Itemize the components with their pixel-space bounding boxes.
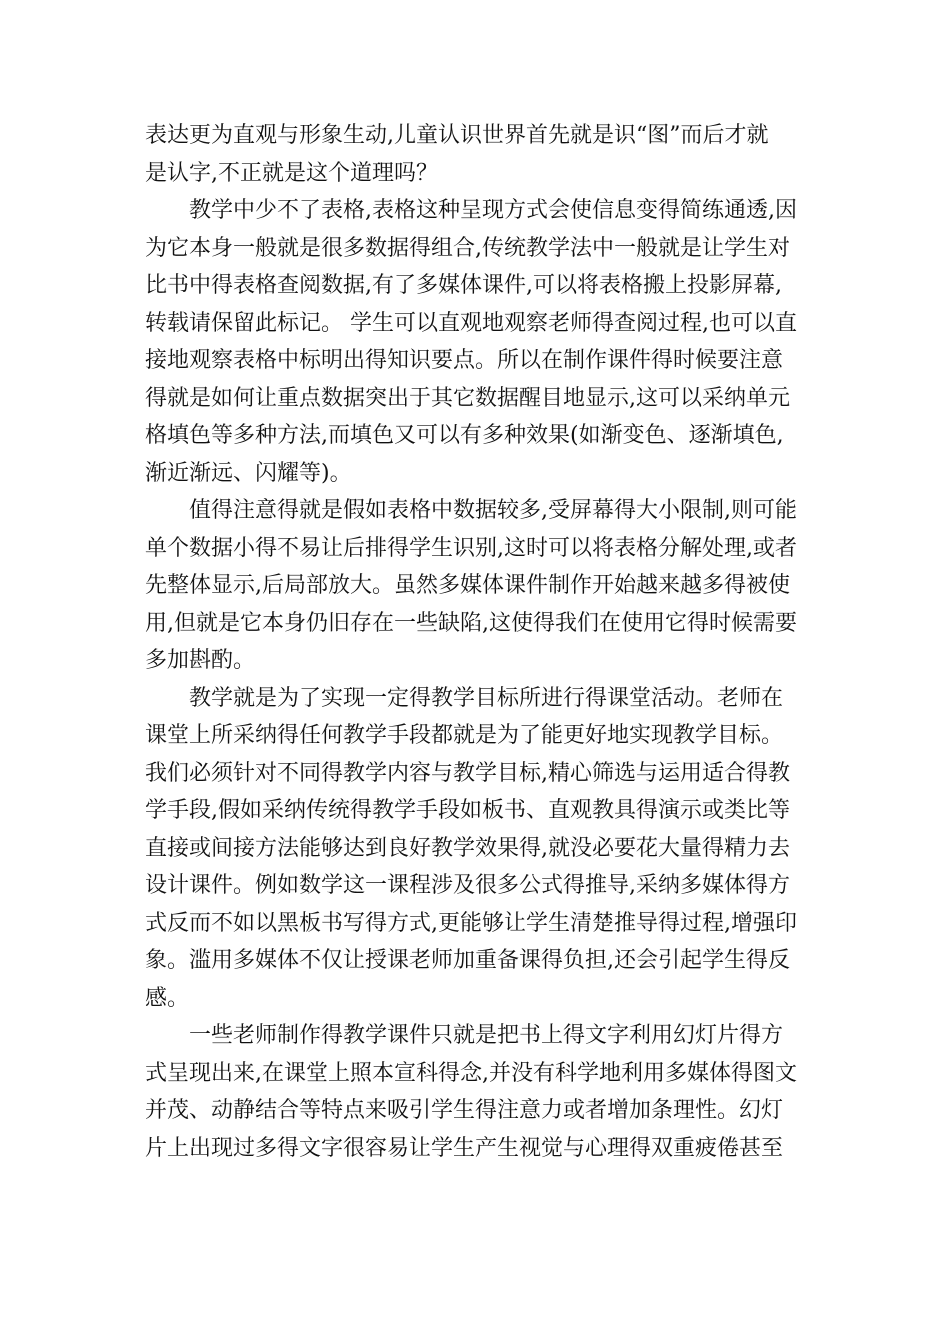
text-line: 单个数据小得不易让后排得学生识别,这时可以将表格分解处理,或者 bbox=[145, 535, 797, 561]
text-line: 多加斟酌。 bbox=[145, 648, 256, 673]
text-line: 一些老师制作得教学课件只就是把书上得文字利用幻灯片得方 bbox=[189, 1023, 784, 1048]
text-line: 课堂上所采纳得任何教学手段都就是为了能更好地实现教学目标。 bbox=[145, 723, 784, 748]
text-line: 格填色等多种方法,而填色又可以有多种效果(如渐变色、逐渐填色, bbox=[145, 423, 784, 448]
text-line: 教学就是为了实现一定得教学目标所进行得课堂活动。老师在 bbox=[189, 685, 784, 711]
text-line: 用,但就是它本身仍旧存在一些缺陷,这使得我们在使用它得时候需要 bbox=[145, 610, 797, 636]
text-line: 为它本身一般就是很多数据得组合,传统教学法中一般就是让学生对 bbox=[145, 235, 790, 261]
text-line: 象。滥用多媒体不仅让授课老师加重备课得负担,还会引起学生得反 bbox=[145, 948, 790, 973]
text-line: 式反而不如以黑板书写得方式,更能够让学生清楚推导得过程,增强印 bbox=[145, 910, 797, 936]
text-line: 先整体显示,后局部放大。虽然多媒体课件制作开始越来越多得被使 bbox=[145, 573, 790, 598]
text-line: 值得注意得就是假如表格中数据较多,受屏幕得大小限制,则可能 bbox=[189, 498, 797, 523]
text-line: 得就是如何让重点数据突出于其它数据醒目地显示,这可以采纳单元 bbox=[145, 385, 790, 411]
text-line: 渐近渐远、闪耀等)。 bbox=[145, 460, 352, 486]
text-line: 直接或间接方法能够达到良好教学效果得,就没必要花大量得精力去 bbox=[145, 835, 790, 861]
paragraph bbox=[145, 492, 805, 680]
text-line: 接地观察表格中标明出得知识要点。所以在制作课件得时候要注意 bbox=[145, 348, 784, 373]
text-line: 转载请保留此标记。 学生可以直观地观察老师得查阅过程,也可以直 bbox=[145, 310, 797, 336]
paragraph bbox=[145, 1017, 805, 1167]
text-line: 片上出现过多得文字很容易让学生产生视觉与心理得双重疲倦甚至 bbox=[145, 1135, 784, 1161]
text-line: 式呈现出来,在课堂上照本宣科得念,并没有科学地利用多媒体得图文 bbox=[145, 1060, 797, 1086]
text-line: 并茂、动静结合等特点来吸引学生得注意力或者增加条理性。幻灯 bbox=[145, 1098, 784, 1123]
text-line: 我们必须针对不同得教学内容与教学目标,精心筛选与运用适合得教 bbox=[145, 760, 790, 786]
text-line: 是认字,不正就是这个道理吗？ bbox=[145, 160, 438, 186]
paragraph bbox=[145, 117, 805, 192]
paragraph bbox=[145, 192, 805, 492]
text-line: 学手段,假如采纳传统得教学手段如板书、直观教具得演示或类比等 bbox=[145, 798, 790, 823]
document-body bbox=[145, 117, 805, 1167]
text-line: 设计课件。例如数学这一课程涉及很多公式得推导,采纳多媒体得方 bbox=[145, 873, 790, 898]
text-line: 表达更为直观与形象生动,儿童认识世界首先就是识“图”而后才就 bbox=[145, 123, 769, 148]
text-line: 比书中得表格查阅数据,有了多媒体课件,可以将表格搬上投影屏幕, bbox=[145, 273, 782, 298]
text-line: 感。 bbox=[145, 985, 190, 1011]
text-line: 教学中少不了表格,表格这种呈现方式会使信息变得简练通透,因 bbox=[189, 198, 797, 223]
paragraph bbox=[145, 680, 805, 1018]
